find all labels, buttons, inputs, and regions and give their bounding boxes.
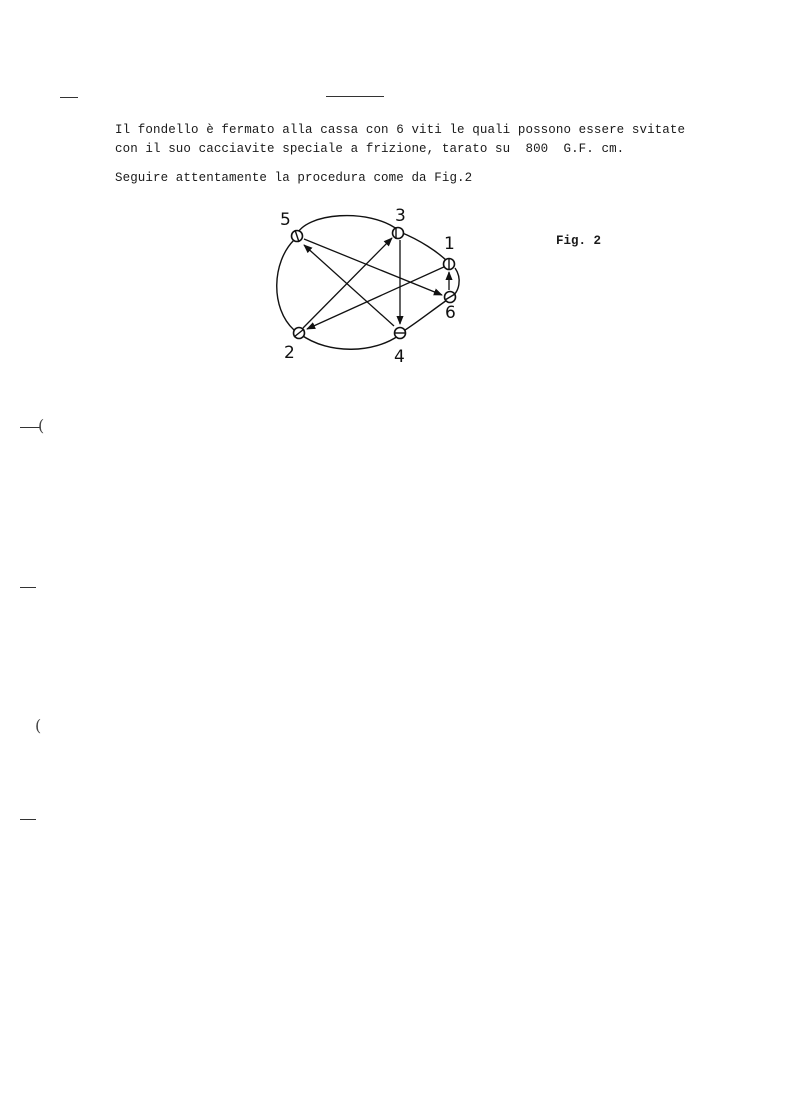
paragraph-line-1: Il fondello è fermato alla cassa con 6 viti le quali possono essere svitate: [115, 123, 686, 137]
screw-label-1: 1: [444, 234, 455, 254]
margin-paren-glyph: (: [35, 716, 42, 735]
figure-caption: Fig. 2: [556, 234, 602, 248]
margin-mark-3: [20, 819, 36, 820]
screw-1: [444, 258, 455, 270]
header-rule-left: [60, 97, 78, 98]
screw-label-4: 4: [394, 347, 405, 367]
screw-label-5: 5: [280, 210, 291, 230]
arrow-1-to-2: [307, 266, 446, 329]
screw-2: [294, 328, 305, 339]
margin-hook-glyph: (: [38, 416, 45, 435]
margin-mark-2: [20, 587, 36, 588]
screw-label-3: 3: [395, 206, 406, 226]
screw-6: [445, 292, 456, 303]
header-rule-center: [326, 96, 384, 97]
sequence-arrows: [303, 238, 449, 329]
arrow-5-to-6: [304, 239, 442, 295]
arrow-2-to-3: [303, 238, 392, 328]
paragraph-line-2: con il suo cacciavite speciale a frizione, tarato su 800 G.F. cm.: [115, 142, 625, 156]
instruction-text: Seguire attentamente la procedura come da Fig.2: [115, 171, 473, 185]
screw-label-2: 2: [284, 343, 295, 363]
screw-3: [393, 227, 404, 239]
screw-4: [395, 328, 406, 339]
margin-mark-1: [20, 427, 40, 428]
screw-sequence-diagram: [255, 200, 475, 375]
screw-5: [292, 230, 303, 242]
screw-label-6: 6: [445, 303, 456, 323]
